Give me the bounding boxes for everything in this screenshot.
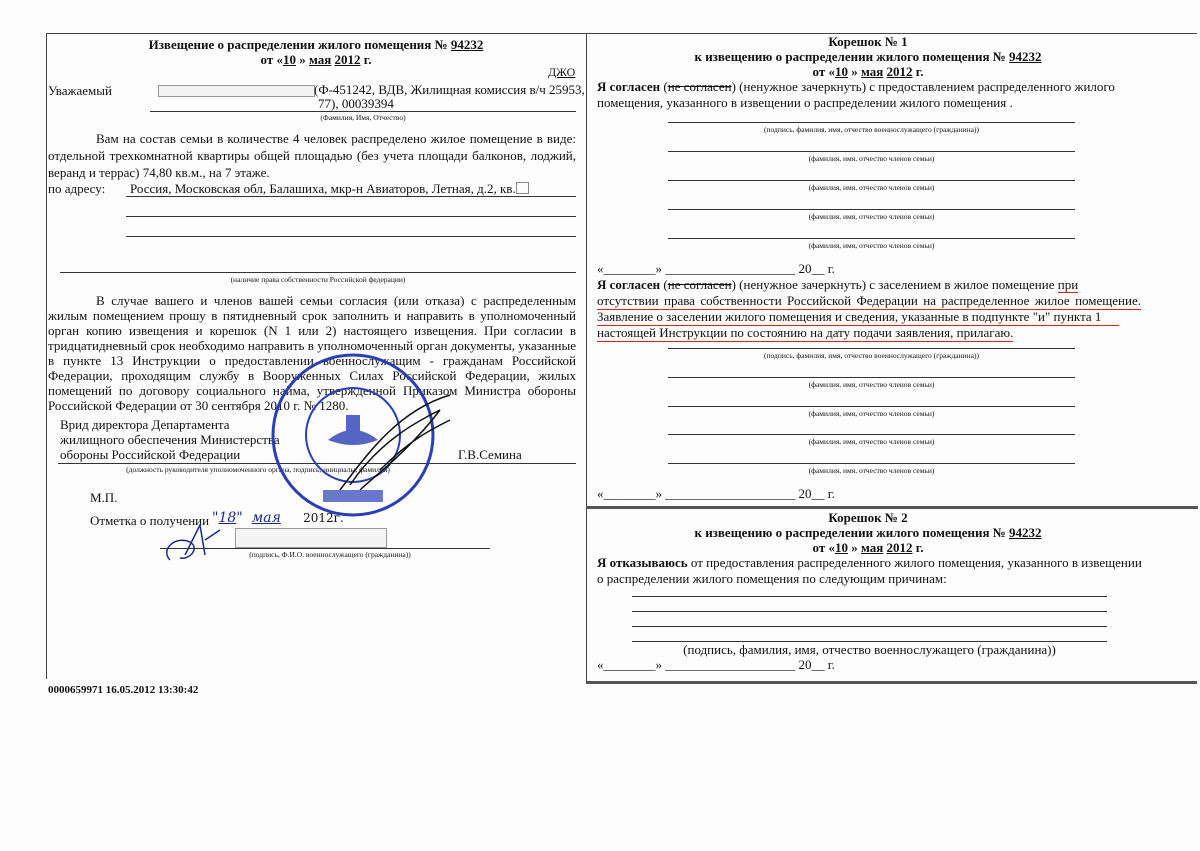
stub1-family-line: [668, 151, 1075, 152]
stub2-date-line: «________» ____________________ 20__ г.: [597, 657, 835, 672]
stub1-date: от «10 » мая 2012 г.: [812, 64, 924, 79]
recipient-name-redacted: [158, 85, 315, 97]
print-id-footer: 0000659971 16.05.2012 13:30:42: [48, 684, 199, 696]
stub1-sig-line-2: [668, 348, 1075, 349]
recipient-info-2: 77), 00039394: [318, 96, 394, 111]
address-value: Россия, Московская обл, Балашиха, мкр-н Авиаторов, Летная, д.2, кв.: [130, 181, 529, 197]
instructions-paragraph: В случае вашего и членов вашей семьи согласия (или отказа) с распределенным жилым помещением прошу в пятидневный срок заполнить и направить в уполномоченный орган копию извещения и корешок (N 1 или 2) настоящего извещения. При согласии в тридцатидневный срок необходимо направить в уполномоченный орган документы, указанные в пункте 13 Инструкции о предоставлении военнослужащим - гражданам Российской Федерации, проходящим службу в Вооруженных Силах Российской Федерации, жилых помещений по договору социального найма, утвержденной Приказом Министра обороны Российской Федерации от 30 сентября 2010 г. № 1280.: [48, 293, 576, 413]
stub2-reason-line: [632, 626, 1107, 627]
address-line-2: [126, 216, 576, 217]
receipt-date: "18" мая 2012г.: [212, 510, 344, 526]
stub1-family-caption: (фамилия, имя, отчество членов семьи): [808, 183, 935, 192]
notice-date: от «10 » мая 2012 г.: [260, 52, 372, 67]
stub1-family-line: [668, 180, 1075, 181]
name-line: [150, 111, 576, 112]
stub1-title: Корешок № 1: [828, 34, 908, 49]
signer-title-2: жилищного обеспечения Министерства: [60, 432, 280, 447]
stub-divider: [586, 506, 1198, 509]
receipt-caption: (подпись, Ф.И.О. военнослужащего (гражданина)): [249, 550, 411, 559]
stub1-family-caption: (фамилия, имя, отчество членов семьи): [808, 154, 935, 163]
stub1-settlement-line-3: Заявление о заселении жилого помещения и сведения, указанные в подпункте "и" пункта 1: [597, 309, 1119, 326]
stub1-family-line-b: [668, 406, 1075, 407]
stub1-consent-paragraph: Я согласен (не согласен) (ненужное зачеркнуть) с предоставлением распределенного жилого помещения, указанного в извещении о распределении жилого помещения .: [597, 79, 1115, 110]
address-line-3: [126, 236, 576, 237]
stub1-family-line: [668, 209, 1075, 210]
signer-title-3: обороны Российской Федерации: [60, 447, 241, 462]
stub1-family-caption-b: (фамилия, имя, отчество членов семьи): [808, 409, 935, 418]
stub1-family-line-b: [668, 377, 1075, 378]
dear-label: Уважаемый: [48, 83, 112, 98]
stub1-sig-caption-2: (подпись, фамилия, имя, отчество военнослужащего (гражданина)): [763, 351, 979, 360]
receipt-name-redacted: [235, 528, 387, 548]
allocation-paragraph: Вам на состав семьи в количестве 4 человек распределено жилое помещение в виде: отдельной трехкомнатной квартиры общей площадью (без учета площади балконов, лоджий, веранд и террас) 74,80 кв.м., на 7 этаже.: [48, 131, 576, 180]
stub1-family-line: [668, 238, 1075, 239]
address-line-1: [126, 196, 576, 197]
stub1-date-line-1: «________» ____________________ 20__ г.: [597, 261, 835, 276]
recipient-signature: [160, 520, 230, 565]
stub1-settlement-line-4: настоящей Инструкции по состоянию на дату подачи заявления, прилагаю.: [597, 325, 1014, 340]
stub1-date-line-2: «________» ____________________ 20__ г.: [597, 486, 835, 501]
stub1-sig-line: [668, 122, 1075, 123]
stub2-reason-line: [632, 596, 1107, 597]
stub1-sig-caption: (подпись, фамилия, имя, отчество военнослужащего (гражданина)): [763, 125, 979, 134]
stub1-settlement-line-1: Я согласен (не согласен) (ненужное зачеркнуть) с заселением в жилое помещение при: [597, 277, 1079, 292]
apartment-redacted: [516, 182, 529, 194]
stub2-sig-caption: (подпись, фамилия, имя, отчество военнослужащего (гражданина)): [683, 642, 1056, 657]
stub1-family-caption: (фамилия, имя, отчество членов семьи): [808, 241, 935, 250]
address-label: по адресу:: [48, 181, 106, 196]
signer-title-1: Врид директора Департамента: [60, 417, 230, 432]
ownership-line: [60, 272, 576, 273]
director-signature: [330, 390, 460, 500]
signer-name: Г.В.Семина: [458, 447, 522, 462]
stub1-family-line-b: [668, 463, 1075, 464]
stub1-subtitle: к извещению о распределении жилого помещения № 94232: [694, 49, 1042, 64]
stub2-title: Корешок № 2: [828, 510, 908, 525]
recipient-info-1: (Ф-451242, ВДВ, Жилищная комиссия в/ч 25953,: [314, 82, 585, 97]
stub2-subtitle: к извещению о распределении жилого помещения № 94232: [694, 525, 1042, 540]
receipt-label: Отметка о получении: [90, 513, 210, 528]
dept-code: ДЖО: [548, 65, 576, 79]
stub2-refusal-paragraph: Я отказываюсь от предоставления распределенного жилого помещения, указанного в извещении о распределении жилого помещения по следующим причинам:: [597, 555, 1142, 586]
stub1-family-caption-b: (фамилия, имя, отчество членов семьи): [808, 380, 935, 389]
stub2-reason-line: [632, 611, 1107, 612]
notice-title: Извещение о распределении жилого помещения № 94232: [148, 37, 484, 52]
stub1-family-caption-b: (фамилия, имя, отчество членов семьи): [808, 437, 935, 446]
ownership-caption: (наличие права собственности Российской федерации): [230, 275, 406, 284]
stub1-family-caption-b: (фамилия, имя, отчество членов семьи): [808, 466, 935, 475]
stub1-settlement-line-2: отсутствии права собственности Российской Федерации на распределенное жилое помещение.: [597, 293, 1141, 308]
mp-label: М.П.: [90, 490, 118, 505]
name-caption: (Фамилия, Имя, Отчество): [320, 113, 406, 122]
signer-caption: (должность руководителя уполномоченного органа, подпись, инициалы, фамилия): [126, 465, 390, 474]
stub1-family-caption: (фамилия, имя, отчество членов семьи): [808, 212, 935, 221]
stub2-date: от «10 » мая 2012 г.: [812, 540, 924, 555]
stub1-family-line-b: [668, 434, 1075, 435]
